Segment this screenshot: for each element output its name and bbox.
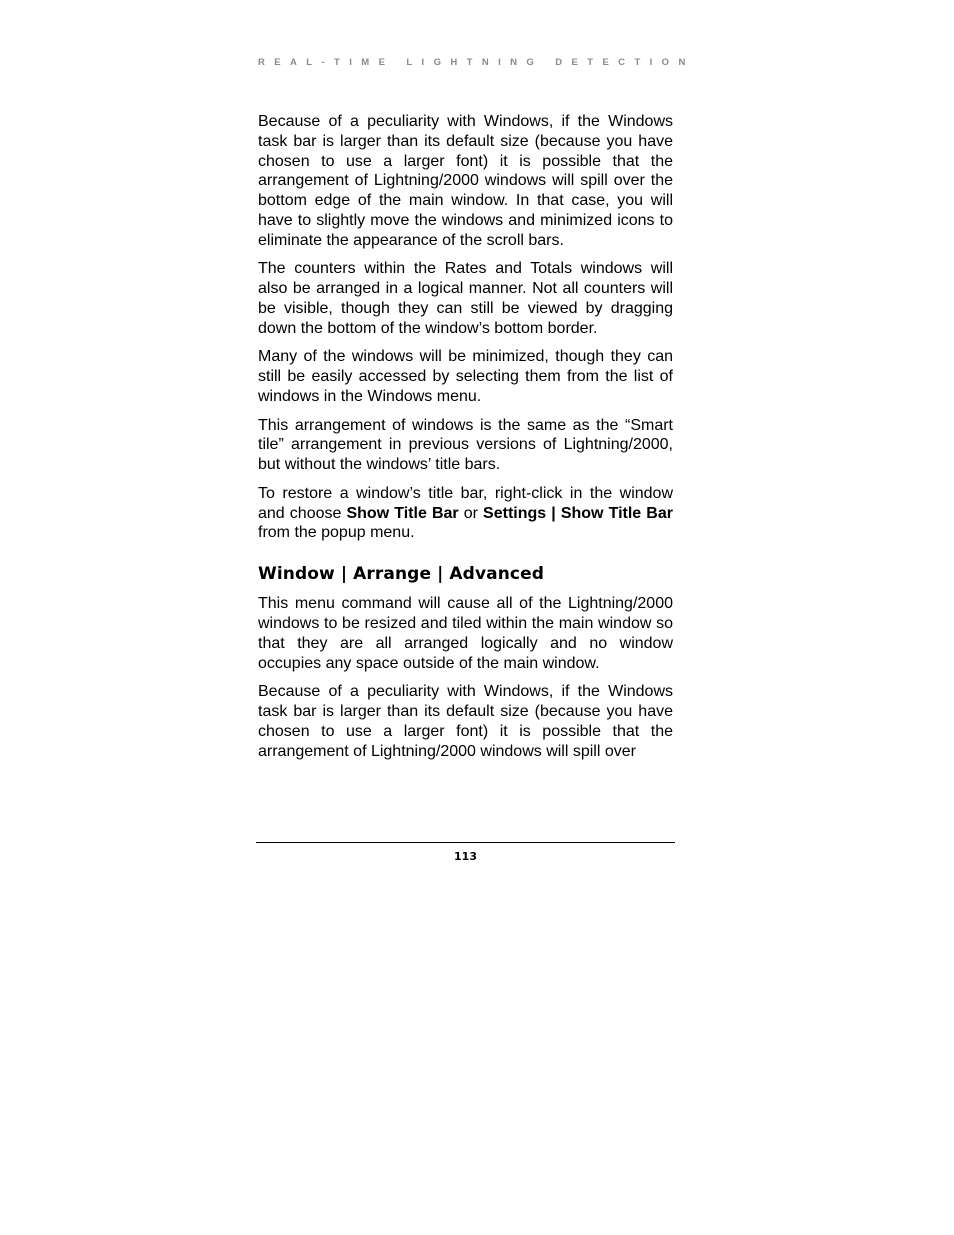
paragraph-smart-tile: This arrangement of windows is the same as the “Smart tile” arrangement in previous versions of Lightning/2000, but without the windows’ title bars. — [258, 416, 673, 474]
page-body — [258, 112, 673, 761]
paragraph-taskbar-peculiarity-repeat: Because of a peculiarity with Windows, if the Windows task bar is larger than its default size (because you have chosen to use a larger font) it is possible that the arrangement of Lightning/2000 windows will spill over — [258, 683, 673, 760]
restore-text-part1: To restore a window’s title bar, right-click in the window and choose — [258, 484, 673, 522]
section-heading-arrange-advanced: Window | Arrange | Advanced — [258, 564, 544, 585]
paragraph-counters: The counters within the Rates and Totals windows will also be arranged in a logical manner. Not all counters will be visible, though they can still be viewed by dragging down the bottom of the window’s bottom border. — [258, 260, 673, 337]
paragraph-taskbar-peculiarity: Because of a peculiarity with Windows, if the Windows task bar is larger than its default size (because you have chosen to use a larger font) it is possible that the arrangement of Lightning/2000 windows will spill over the bottom edge of the main window. In that case, you will have to slightly move the windows and minimized icons to eliminate the appearance of the scroll bars. — [258, 113, 673, 249]
footer-rule — [256, 842, 675, 843]
restore-text-part2: or — [458, 504, 484, 522]
settings-show-title-bar-command: Settings | Show Title Bar — [483, 504, 673, 522]
paragraph-restore-title-bar — [258, 484, 673, 543]
restore-text-part3: from the popup menu. — [258, 524, 415, 542]
page-number: 113 — [454, 850, 477, 863]
paragraph-advanced-arrange: This menu command will cause all of the Lightning/2000 windows to be resized and tiled within the main window so that they are all arranged logically and no window occupies any space outside of the main window. — [258, 595, 673, 672]
paragraph-minimized-windows: Many of the windows will be minimized, though they can still be easily accessed by selecting them from the list of windows in the Windows menu. — [258, 348, 673, 405]
show-title-bar-command: Show Title Bar — [346, 504, 459, 522]
running-header: REAL-TIME LIGHTNING DETECTION — [258, 57, 695, 68]
